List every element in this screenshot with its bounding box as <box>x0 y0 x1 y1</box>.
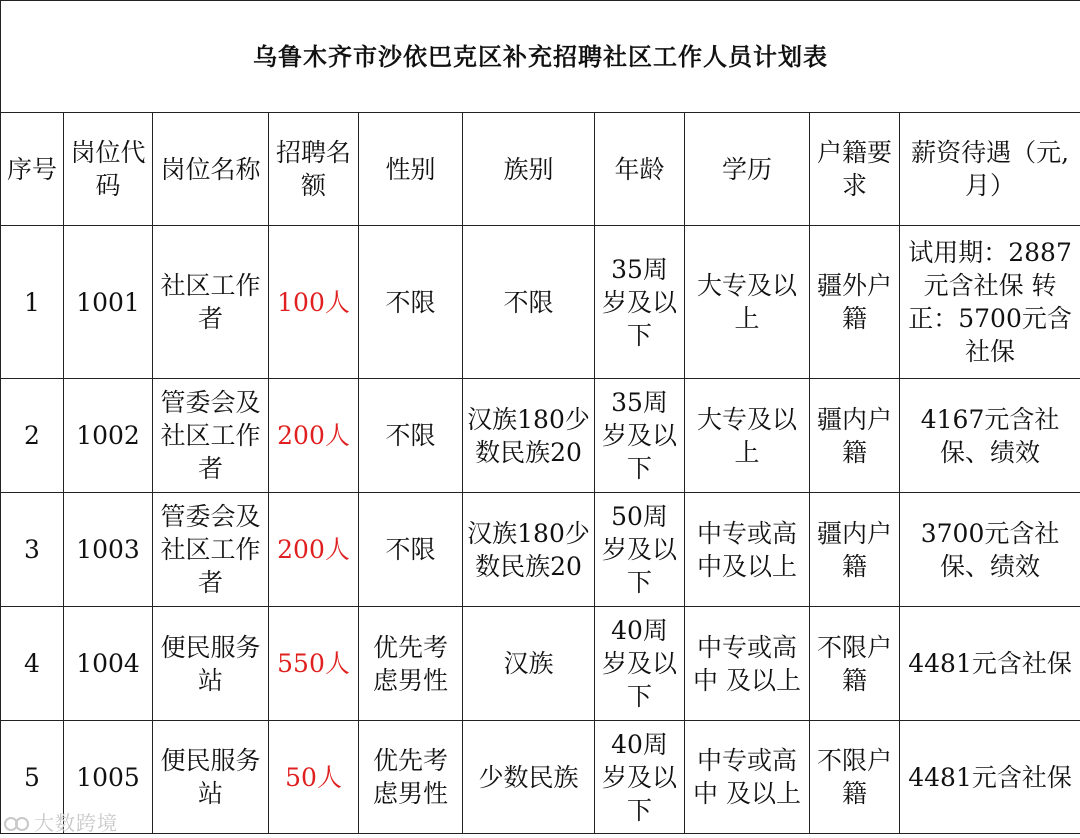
cell-gender: 优先考虑男性 <box>359 607 463 721</box>
cell-gender: 不限 <box>359 493 463 607</box>
cell-hukou: 不限户籍 <box>810 607 900 721</box>
cell-gender: 不限 <box>359 379 463 493</box>
cell-name: 便民服务站 <box>153 721 269 834</box>
cell-hukou: 疆外户籍 <box>810 226 900 379</box>
cell-no: 2 <box>1 379 64 493</box>
header-ethnic: 族别 <box>463 113 595 226</box>
header-name: 岗位名称 <box>153 113 269 226</box>
cell-ethnic: 汉族 <box>463 607 595 721</box>
cell-age: 40周岁及以下 <box>595 607 685 721</box>
cell-salary: 4481元含社保 <box>900 607 1080 721</box>
cell-no: 5 <box>1 721 64 834</box>
table-row <box>1 226 1080 379</box>
table-row <box>1 607 1080 721</box>
cell-ethnic: 汉族180少数民族20 <box>463 379 595 493</box>
header-gender: 性别 <box>359 113 463 226</box>
cell-ethnic: 汉族180少 数民族20 <box>463 493 595 607</box>
header-no: 序号 <box>1 113 64 226</box>
cell-quota: 100人 <box>269 226 359 379</box>
cell-hukou: 疆内户籍 <box>810 493 900 607</box>
header-quota: 招聘名额 <box>269 113 359 226</box>
watermark <box>4 807 118 836</box>
cell-code: 1004 <box>64 607 153 721</box>
cell-quota: 200人 <box>269 379 359 493</box>
cell-age: 35周岁及以下 <box>595 226 685 379</box>
header-hukou: 户籍要求 <box>810 113 900 226</box>
cell-edu: 大专及以上 <box>685 379 810 493</box>
cell-gender: 优先考虑男性 <box>359 721 463 834</box>
watermark-text: 大数跨境 <box>34 811 118 835</box>
cell-ethnic: 不限 <box>463 226 595 379</box>
cell-salary: 4167元含社保、绩效 <box>900 379 1080 493</box>
cell-age: 50周岁及以下 <box>595 493 685 607</box>
cell-code: 1001 <box>64 226 153 379</box>
table-title: 乌鲁木齐市沙依巴克区补充招聘社区工作人员计划表 <box>1 1 1080 113</box>
cell-no: 4 <box>1 607 64 721</box>
cell-quota: 550人 <box>269 607 359 721</box>
header-row <box>1 113 1080 226</box>
cell-edu: 大专及以上 <box>685 226 810 379</box>
watermark-logo-icon <box>4 815 30 833</box>
cell-edu: 中专或高中及以上 <box>685 493 810 607</box>
cell-edu: 中专或高中 及以上 <box>685 607 810 721</box>
cell-quota: 50人 <box>269 721 359 834</box>
cell-code: 1003 <box>64 493 153 607</box>
cell-salary: 试用期：2887元含社保 转正：5700元含社保 <box>900 226 1080 379</box>
cell-no: 1 <box>1 226 64 379</box>
cell-code: 1005 <box>64 721 153 834</box>
cell-code: 1002 <box>64 379 153 493</box>
table-row <box>1 493 1080 607</box>
cell-age: 35周岁及以下 <box>595 379 685 493</box>
cell-name: 管委会及社区工作者 <box>153 493 269 607</box>
header-salary: 薪资待遇（元,月） <box>900 113 1080 226</box>
cell-edu: 中专或高中 及以上 <box>685 721 810 834</box>
cell-name: 社区工作者 <box>153 226 269 379</box>
cell-salary: 3700元含社保、绩效 <box>900 493 1080 607</box>
header-age: 年龄 <box>595 113 685 226</box>
cell-salary: 4481元含社保 <box>900 721 1080 834</box>
table-row <box>1 379 1080 493</box>
header-code: 岗位代码 <box>64 113 153 226</box>
cell-quota: 200人 <box>269 493 359 607</box>
cell-ethnic: 少数民族 <box>463 721 595 834</box>
cell-hukou: 不限户籍 <box>810 721 900 834</box>
cell-age: 40周岁及以下 <box>595 721 685 834</box>
table-row <box>1 721 1080 834</box>
cell-no: 3 <box>1 493 64 607</box>
cell-hukou: 疆内户籍 <box>810 379 900 493</box>
header-edu: 学历 <box>685 113 810 226</box>
cell-name: 便民服务站 <box>153 607 269 721</box>
cell-gender: 不限 <box>359 226 463 379</box>
cell-name: 管委会及社区工作者 <box>153 379 269 493</box>
